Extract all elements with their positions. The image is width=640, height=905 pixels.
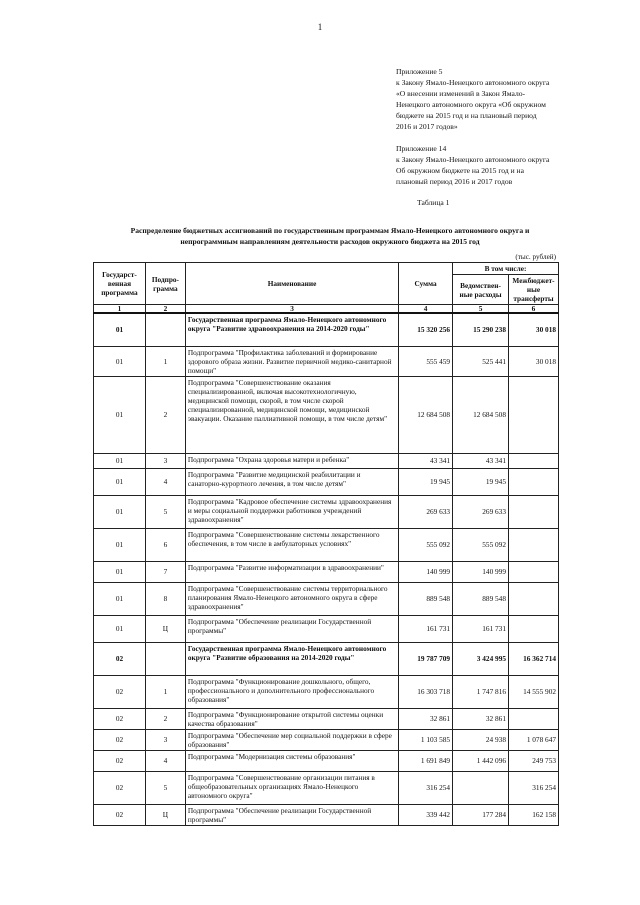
subprogram-code	[145, 313, 185, 346]
mezh-value	[508, 561, 558, 582]
column-index: 3	[185, 305, 398, 314]
annex-5-line: к Закону Ямало-Ненецкого автономного округа	[396, 78, 550, 87]
sum-value: 269 633	[399, 495, 453, 528]
program-code: 01	[94, 468, 146, 495]
subprogram-code: 5	[145, 771, 185, 804]
program-code: 02	[94, 804, 146, 825]
vedom-value: 1 747 816	[453, 675, 509, 708]
sum-value: 43 341	[399, 453, 453, 468]
program-code: 02	[94, 729, 146, 750]
vedom-value: 1 442 096	[453, 750, 509, 771]
annex-14-line: к Закону Ямало-Ненецкого автономного округа	[396, 155, 550, 164]
subprogram-row	[94, 528, 559, 561]
program-name: Подпрограмма "Профилактика заболеваний и формирование здорового образа жизни. Развитие первичной медико-санитарной помощи"	[185, 346, 398, 376]
program-name: Подпрограмма "Совершенствование системы лекарственного обеспечения, в том числе в амбулаторных условиях"	[185, 528, 398, 561]
subprogram-row	[94, 708, 559, 729]
mezh-value	[508, 453, 558, 468]
sum-value: 339 442	[399, 804, 453, 825]
annex-5-header	[396, 66, 606, 132]
annex-14-title: Приложение 14	[396, 144, 447, 153]
header-mezh: Межбюджет-ные трансферты	[508, 275, 558, 305]
vedom-value: 3 424 995	[453, 642, 509, 675]
header-in-total: В том числе:	[453, 263, 559, 275]
annex-14-line: Об окружном бюджете на 2015 год и на	[396, 166, 524, 175]
vedom-value	[453, 771, 509, 804]
annex-5-line: Ненецкого автономного округа «Об окружном	[396, 100, 546, 109]
subprogram-code: 3	[145, 729, 185, 750]
mezh-value	[508, 615, 558, 642]
budget-table	[93, 262, 559, 826]
program-code: 02	[94, 750, 146, 771]
subprogram-row	[94, 495, 559, 528]
vedom-value: 889 548	[453, 582, 509, 615]
units-label: (тыс. рублей)	[515, 253, 556, 261]
subprogram-code: 1	[145, 346, 185, 376]
subprogram-code: 8	[145, 582, 185, 615]
mezh-value	[508, 468, 558, 495]
mezh-value	[508, 528, 558, 561]
program-name: Подпрограмма "Обеспечение реализации Государственной программы"	[185, 615, 398, 642]
program-code: 01	[94, 313, 146, 346]
subprogram-code: 4	[145, 468, 185, 495]
column-index: 5	[453, 305, 509, 314]
subprogram-row	[94, 468, 559, 495]
annex-14-line: плановый период 2016 и 2017 годов	[396, 177, 513, 186]
sum-value: 555 092	[399, 528, 453, 561]
program-name: Подпрограмма "Функционирование дошкольного, общего, профессионального и дополнительного профессионального образования"	[185, 675, 398, 708]
mezh-value: 316 254	[508, 771, 558, 804]
vedom-value: 140 999	[453, 561, 509, 582]
document-title-line: Распределение бюджетных ассигнований по государственным программам Ямало-Ненецкого автономного округа и	[130, 226, 530, 235]
header-sum: Сумма	[399, 263, 453, 305]
program-code: 02	[94, 675, 146, 708]
program-code: 01	[94, 453, 146, 468]
column-index: 6	[508, 305, 558, 314]
sum-value: 889 548	[399, 582, 453, 615]
annex-5-line: «О внесении изменений в Закон Ямало-	[396, 89, 526, 98]
vedom-value: 15 290 238	[453, 313, 509, 346]
annex-14-header	[396, 143, 606, 187]
vedom-value: 177 284	[453, 804, 509, 825]
sum-value: 16 303 718	[399, 675, 453, 708]
sum-value: 19 787 709	[399, 642, 453, 675]
mezh-value	[508, 376, 558, 453]
vedom-value: 12 684 508	[453, 376, 509, 453]
column-index: 2	[145, 305, 185, 314]
program-row	[94, 642, 559, 675]
sum-value: 555 459	[399, 346, 453, 376]
vedom-value: 269 633	[453, 495, 509, 528]
mezh-value: 249 753	[508, 750, 558, 771]
page-number: 1	[317, 22, 323, 32]
subprogram-row	[94, 346, 559, 376]
vedom-value: 555 092	[453, 528, 509, 561]
vedom-value: 43 341	[453, 453, 509, 468]
sum-value: 15 320 256	[399, 313, 453, 346]
vedom-value: 32 861	[453, 708, 509, 729]
vedom-value: 24 938	[453, 729, 509, 750]
mezh-value: 30 018	[508, 346, 558, 376]
budget-table-body	[94, 305, 559, 826]
program-name: Подпрограмма "Совершенствование системы территориального планирования Ямало-Ненецкого автономного округа в сфере здравоохранения"	[185, 582, 398, 615]
vedom-value: 525 441	[453, 346, 509, 376]
subprogram-code: 5	[145, 495, 185, 528]
program-name: Подпрограмма "Модернизация системы образования"	[185, 750, 398, 771]
mezh-value	[508, 582, 558, 615]
program-name: Подпрограмма "Обеспечение мер социальной поддержки в сфере образования"	[185, 729, 398, 750]
sum-value: 140 999	[399, 561, 453, 582]
subprogram-row	[94, 376, 559, 453]
subprogram-code: 6	[145, 528, 185, 561]
program-name: Подпрограмма "Развитие информатизации в здравоохранении"	[185, 561, 398, 582]
subprogram-code: 7	[145, 561, 185, 582]
column-index-row	[94, 305, 559, 314]
program-name: Государственная программа Ямало-Ненецкого автономного округа "Развитие образования на 2014-2020 годы"	[185, 642, 398, 675]
program-code: 01	[94, 615, 146, 642]
subprogram-row	[94, 804, 559, 825]
vedom-value: 161 731	[453, 615, 509, 642]
subprogram-code: 4	[145, 750, 185, 771]
sum-value: 316 254	[399, 771, 453, 804]
subprogram-code: 3	[145, 453, 185, 468]
table-label: Таблица 1	[417, 198, 450, 207]
program-code: 02	[94, 771, 146, 804]
mezh-value	[508, 708, 558, 729]
subprogram-code: 2	[145, 376, 185, 453]
sum-value: 1 103 585	[399, 729, 453, 750]
program-row	[94, 313, 559, 346]
sum-value: 161 731	[399, 615, 453, 642]
document-title-line: непрограммным направлениям деятельности расходов окружного бюджета на 2015 год	[180, 236, 480, 246]
program-name: Подпрограмма "Совершенствование организации питания в общеобразовательных организациях Ямало-Ненецкого автономного округа"	[185, 771, 398, 804]
program-name: Подпрограмма "Развитие медицинской реабилитации и санаторно-курортного лечения, в том числе детям"	[185, 468, 398, 495]
subprogram-row	[94, 675, 559, 708]
mezh-value: 1 078 647	[508, 729, 558, 750]
subprogram-code: 1	[145, 675, 185, 708]
annex-5-title: Приложение 5	[396, 67, 443, 76]
sum-value: 32 861	[399, 708, 453, 729]
program-name: Подпрограмма "Функционирование открытой системы оценки качества образования"	[185, 708, 398, 729]
program-name: Подпрограмма "Совершенствование оказания специализированной, включая высокотехнологичную, медицинской помощи, скорой, в том числе скорой специализированной, медицинской помощи, медицинской эвакуации. Оказание паллиативной помощи, в том числе детям"	[185, 376, 398, 453]
header-sub-program: Подпро-грамма	[145, 263, 185, 305]
mezh-value	[508, 495, 558, 528]
program-code: 01	[94, 582, 146, 615]
annex-5-line: 2016 и 2017 годов»	[396, 122, 458, 131]
document-title	[90, 226, 570, 247]
mezh-value: 30 018	[508, 313, 558, 346]
sum-value: 19 945	[399, 468, 453, 495]
subprogram-code: 2	[145, 708, 185, 729]
mezh-value: 16 362 714	[508, 642, 558, 675]
program-code: 01	[94, 561, 146, 582]
mezh-value: 14 555 902	[508, 675, 558, 708]
program-name: Подпрограмма "Охрана здоровья матери и ребенка"	[185, 453, 398, 468]
column-index: 1	[94, 305, 146, 314]
vedom-value: 19 945	[453, 468, 509, 495]
mezh-value: 162 158	[508, 804, 558, 825]
subprogram-row	[94, 750, 559, 771]
subprogram-row	[94, 771, 559, 804]
subprogram-row	[94, 582, 559, 615]
program-code: 01	[94, 528, 146, 561]
program-name: Подпрограмма "Обеспечение реализации Государственной программы"	[185, 804, 398, 825]
subprogram-code: Ц	[145, 615, 185, 642]
program-name: Государственная программа Ямало-Ненецкого автономного округа "Развитие здравоохранения на 2014-2020 годы"	[185, 313, 398, 346]
column-index: 4	[399, 305, 453, 314]
subprogram-row	[94, 615, 559, 642]
sum-value: 12 684 508	[399, 376, 453, 453]
header-gos-program: Государст-венная программа	[94, 263, 146, 305]
subprogram-row	[94, 453, 559, 468]
program-code: 01	[94, 376, 146, 453]
subprogram-row	[94, 561, 559, 582]
header-name: Наименование	[185, 263, 398, 305]
program-code: 02	[94, 642, 146, 675]
program-name: Подпрограмма "Кадровое обеспечение системы здравоохранения и меры социальной поддержки работников учреждений здравоохранения"	[185, 495, 398, 528]
subprogram-code: Ц	[145, 804, 185, 825]
program-code: 01	[94, 346, 146, 376]
sum-value: 1 691 849	[399, 750, 453, 771]
annex-5-line: бюджете на 2015 год и на плановый период	[396, 111, 537, 120]
subprogram-row	[94, 729, 559, 750]
program-code: 02	[94, 708, 146, 729]
program-code: 01	[94, 495, 146, 528]
subprogram-code	[145, 642, 185, 675]
header-vedom: Ведомствен-ные расходы	[453, 275, 509, 305]
